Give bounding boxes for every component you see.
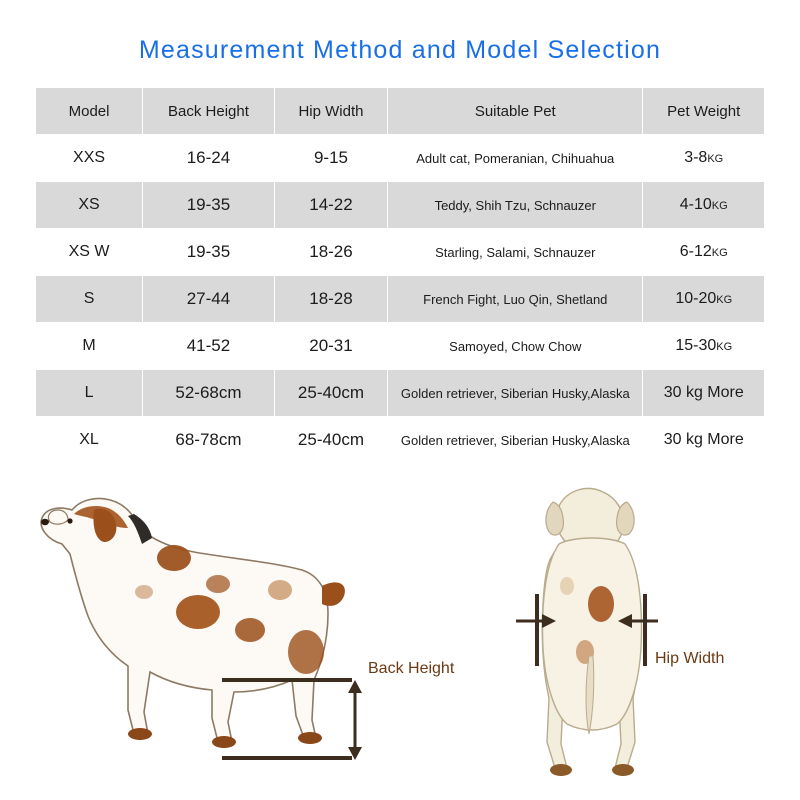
cell-back-height: 19-35 — [143, 182, 275, 229]
cell-hip-width: 9-15 — [274, 135, 387, 182]
size-chart-table-wrapper — [35, 87, 765, 464]
weight-unit: KG — [711, 247, 728, 259]
table-row — [36, 135, 765, 182]
cell-pet-weight — [643, 135, 765, 182]
cell-pet-weight — [643, 229, 765, 276]
cell-suitable-pet: Golden retriever, Siberian Husky,Alaska — [388, 370, 643, 417]
cell-suitable-pet: Samoyed, Chow Chow — [388, 323, 643, 370]
hip-width-label: Hip Width — [655, 650, 725, 667]
table-header-row — [36, 88, 765, 135]
weight-unit: KG — [707, 153, 724, 165]
cell-pet-weight — [643, 323, 765, 370]
cell-back-height: 52-68cm — [143, 370, 275, 417]
cell-model: XS — [36, 182, 143, 229]
cell-hip-width: 14-22 — [274, 182, 387, 229]
cell-back-height: 19-35 — [143, 229, 275, 276]
cell-back-height: 68-78cm — [143, 417, 275, 464]
cell-back-height: 41-52 — [143, 323, 275, 370]
cell-pet-weight: 30 kg More — [643, 417, 765, 464]
column-header-model: Model — [36, 88, 143, 135]
cell-model: XXS — [36, 135, 143, 182]
cell-hip-width: 25-40cm — [274, 370, 387, 417]
cell-hip-width: 20-31 — [274, 323, 387, 370]
weight-value: 4-10 — [679, 196, 712, 213]
size-chart-table — [35, 87, 765, 464]
cell-pet-weight: 30 kg More — [643, 370, 765, 417]
weight-unit: KG — [716, 294, 733, 306]
weight-unit: KG — [716, 341, 733, 353]
dog-side-view-icon — [22, 466, 352, 786]
cell-suitable-pet: French Fight, Luo Qin, Shetland — [388, 276, 643, 323]
table-row — [36, 182, 765, 229]
cell-hip-width: 18-28 — [274, 276, 387, 323]
weight-value: 10-20 — [675, 290, 717, 307]
table-row — [36, 229, 765, 276]
cell-pet-weight — [643, 182, 765, 229]
column-header-back-height: Back Height — [143, 88, 275, 135]
table-header — [36, 88, 765, 135]
column-header-pet-weight: Pet Weight — [643, 88, 765, 135]
table-body — [36, 135, 765, 464]
column-header-hip-width: Hip Width — [274, 88, 387, 135]
weight-unit: KG — [711, 200, 728, 212]
table-row — [36, 417, 765, 464]
table-row — [36, 323, 765, 370]
table-row — [36, 276, 765, 323]
cell-model: XS W — [36, 229, 143, 276]
cell-suitable-pet: Golden retriever, Siberian Husky,Alaska — [388, 417, 643, 464]
cell-model: M — [36, 323, 143, 370]
vertical-double-arrow-icon — [335, 680, 375, 760]
table-row — [36, 370, 765, 417]
cell-back-height: 27-44 — [143, 276, 275, 323]
cell-hip-width: 18-26 — [274, 229, 387, 276]
page-title: Measurement Method and Model Selection — [138, 36, 662, 64]
cell-suitable-pet: Starling, Salami, Schnauzer — [388, 229, 643, 276]
measurement-illustration — [0, 466, 800, 796]
cell-hip-width: 25-40cm — [274, 417, 387, 464]
weight-value: 6-12 — [679, 243, 712, 260]
cell-back-height: 16-24 — [143, 135, 275, 182]
back-height-label: Back Height — [368, 660, 455, 677]
cell-model: S — [36, 276, 143, 323]
cell-suitable-pet: Adult cat, Pomeranian, Chihuahua — [388, 135, 643, 182]
cell-suitable-pet: Teddy, Shih Tzu, Schnauzer — [388, 182, 643, 229]
cell-model: XL — [36, 417, 143, 464]
horizontal-double-arrow-icon — [512, 609, 662, 633]
column-header-suitable-pet: Suitable Pet — [388, 88, 643, 135]
weight-value: 3-8 — [684, 149, 708, 166]
weight-value: 15-30 — [675, 337, 717, 354]
cell-pet-weight — [643, 276, 765, 323]
cell-model: L — [36, 370, 143, 417]
